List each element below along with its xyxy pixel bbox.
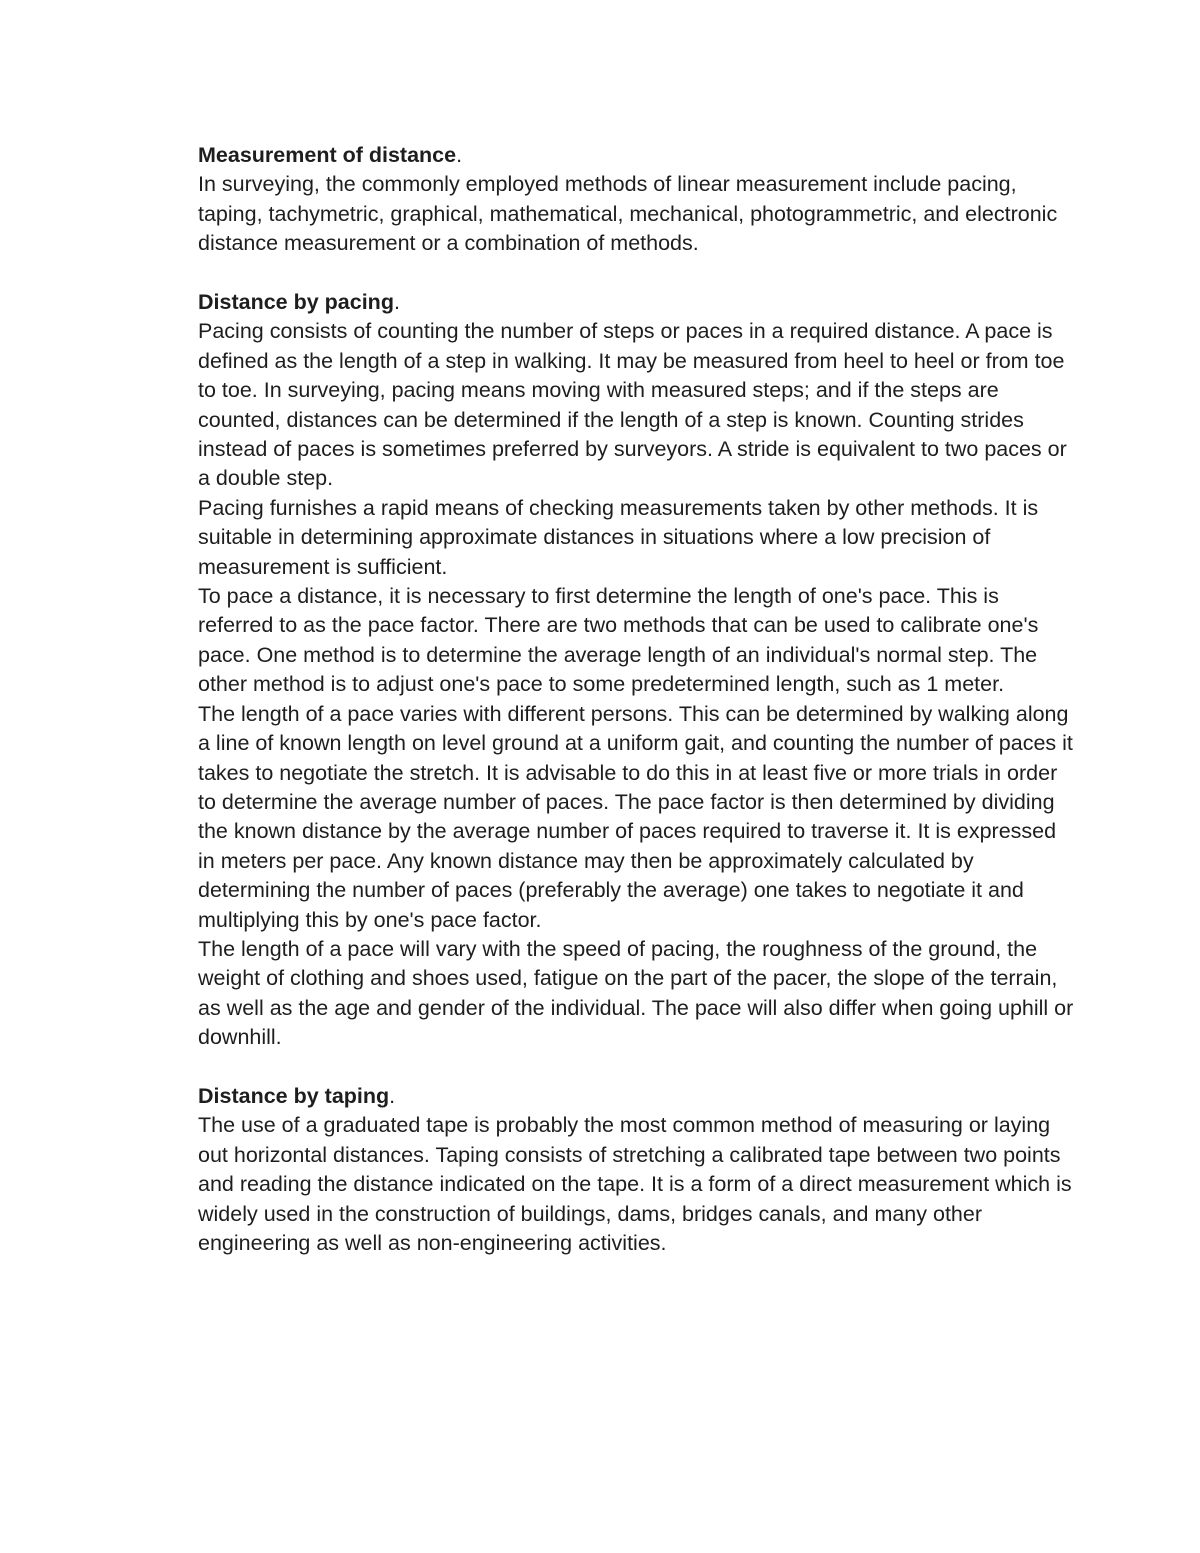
section-heading: Distance by pacing. (198, 290, 400, 315)
paragraph: To pace a distance, it is necessary to first determine the length of one's pace. This is referred to as the pace factor. There are two methods that can be used to calibrate one's pace. One method is to determine the average length of an individual's normal step. The other method is to adjust one's pace to some predetermined length, such as 1 meter. (198, 584, 1039, 697)
section-measurement-of-distance (198, 141, 1078, 259)
section-distance-by-taping (198, 1082, 1078, 1258)
paragraph: The length of a pace will vary with the speed of pacing, the roughness of the ground, the weight of clothing and shoes used, fatigue on the part of the pacer, the slope of the terrain, as well as the age and gender of the individual. The pace will also differ when going uphill or downhill. (198, 936, 1074, 1050)
heading-text: Distance by pacing (198, 290, 394, 315)
paragraph: Pacing consists of counting the number of steps or paces in a required distance. A pace is defined as the length of a step in walking. It may be measured from heel to heel or from toe to toe. In surveying, pacing means moving with measured steps; and if the steps are counted, distances can be determined if the length of a step is known. Counting strides instead of paces is sometimes preferred by surveyors. A stride is equivalent to two paces or a double step. (198, 319, 1067, 491)
heading-text: Measurement of distance (198, 143, 457, 167)
paragraph: The use of a graduated tape is probably the most common method of measuring or laying out horizontal distances. Taping consists of stretching a calibrated tape between two points and reading the distance indicated on the tape. It is a form of a direct measurement which is widely used in the construction of buildings, dams, bridges canals, and many other engineering as well as non-engineering activities. (198, 1113, 1072, 1255)
heading-text: Distance by taping (198, 1083, 390, 1108)
paragraph: In surveying, the commonly employed methods of linear measurement include pacing, taping, tachymetric, graphical, mathematical, mechanical, photogrammetric, and electronic distance measurement or a combination of methods. (198, 172, 1058, 256)
section-heading: Measurement of distance. (198, 143, 463, 167)
paragraph: The length of a pace varies with different persons. This can be determined by walking along a line of known length on level ground at a uniform gait, and counting the number of paces it takes to negotiate the stretch. It is advisable to do this in at least five or more trials in order to determine the average number of paces. The pace factor is then determined by dividing the known distance by the average number of paces required to traverse it. It is expressed in meters per pace. Any known distance may then be approximately calculated by determining the number of paces (preferably the average) one takes to negotiate it and multiplying this by one's pace factor. (198, 701, 1073, 932)
section-heading: Distance by taping. (198, 1083, 396, 1108)
document-page (198, 141, 1078, 1258)
paragraph: Pacing furnishes a rapid means of checking measurements taken by other methods. It is suitable in determining approximate distances in situations where a low precision of measurement is sufficient. (198, 495, 1039, 579)
section-distance-by-pacing (198, 288, 1078, 1053)
